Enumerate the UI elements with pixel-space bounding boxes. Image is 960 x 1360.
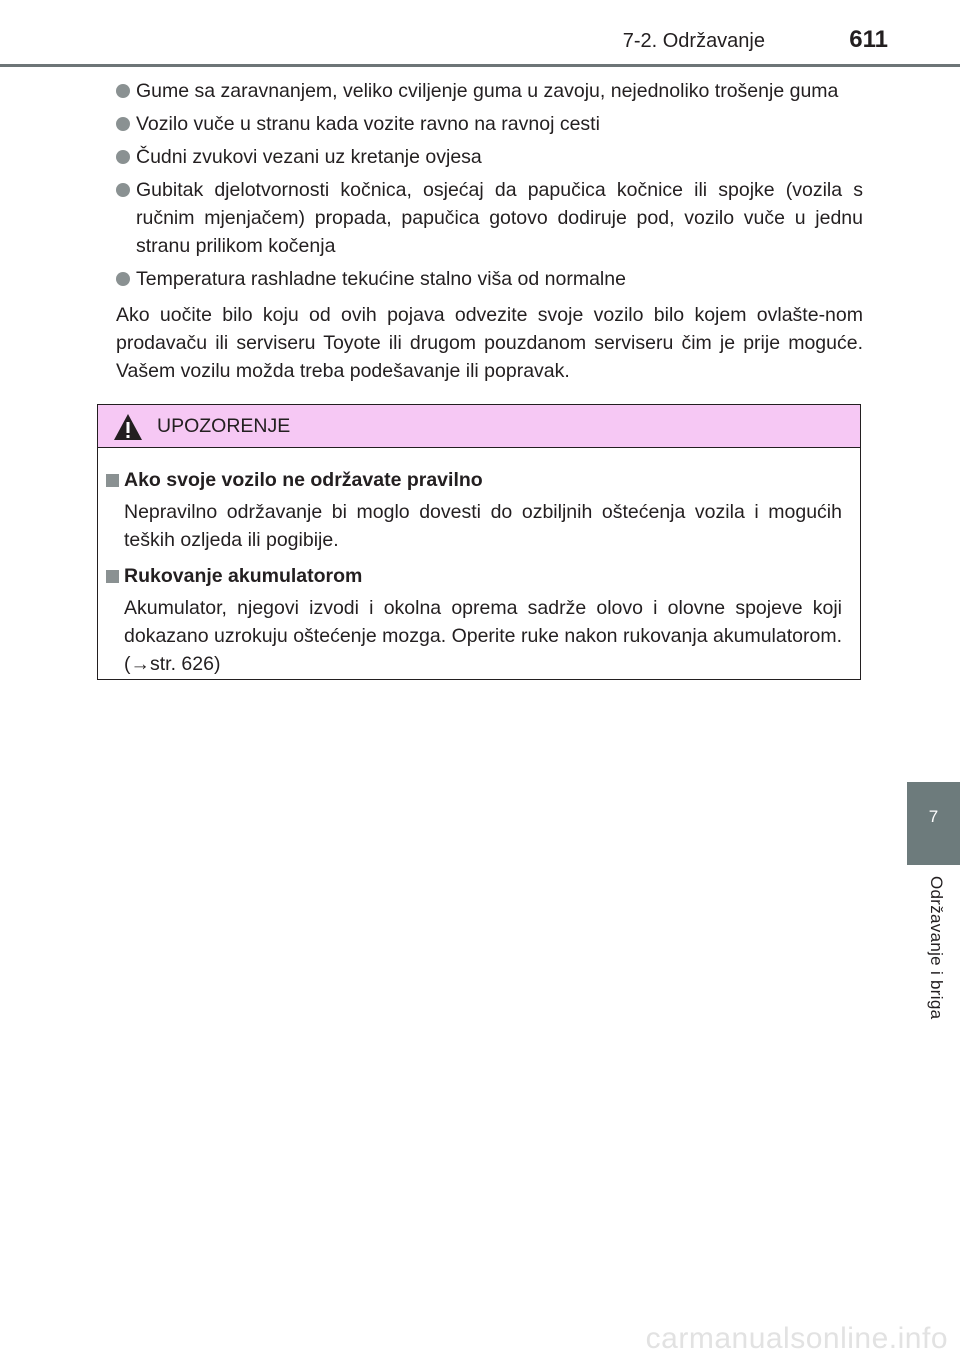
warning-section	[104, 562, 842, 678]
chapter-tab: 7	[907, 782, 960, 865]
list-item	[116, 176, 863, 260]
header-rule	[0, 64, 960, 67]
list-item-text: Temperatura rashladne tekućine stalno viša od normalne	[136, 268, 626, 290]
bullet-icon	[116, 84, 130, 98]
bullet-icon	[116, 150, 130, 164]
page-number: 611	[849, 26, 888, 53]
watermark: carmanualsonline.info	[645, 1322, 948, 1355]
list-item-text: Vozilo vuče u stranu kada vozite ravno na ravnoj cesti	[136, 113, 600, 135]
list-item	[116, 77, 863, 105]
warning-triangle-icon	[113, 413, 143, 441]
section-title: 7-2. Održavanje	[622, 30, 765, 52]
list-item	[116, 265, 863, 293]
bullet-icon	[116, 117, 130, 131]
list-item-text: Čudni zvukovi vezani uz kretanje ovjesa	[136, 146, 482, 168]
main-content	[116, 77, 863, 385]
warning-subheading	[104, 562, 842, 590]
list-item	[116, 143, 863, 171]
body-paragraph: Ako uočite bilo koju od ovih pojava odvezite svoje vozilo bilo kojem ovlašte-nom prodavaču ili serviseru Toyote ili drugom pouzdanom serviseru čim je prije moguće. Vašem vozilu možda treba podešavanje ili popravak.	[116, 304, 863, 382]
warning-subheading	[104, 466, 842, 494]
square-bullet-icon	[106, 474, 119, 487]
page-header	[0, 0, 960, 70]
warning-text: Akumulator, njegovi izvodi i okolna oprema sadrže olovo i olovne spojeve koji dokazano uzrokuju oštećenje mozga. Operite ruke nakon rukovanja akumulatorom. (→str. 626)	[124, 597, 842, 675]
chapter-title: Održavanje i briga	[927, 876, 946, 1020]
warning-text: Nepravilno održavanje bi moglo dovesti do ozbiljnih oštećenja vozila i mogućih teških ozljeda ili pogibije.	[124, 501, 842, 551]
warning-body	[98, 448, 860, 678]
warning-header	[98, 405, 860, 448]
warning-subheading-text: Ako svoje vozilo ne održavate pravilno	[124, 469, 483, 491]
bullet-icon	[116, 183, 130, 197]
bullet-icon	[116, 272, 130, 286]
list-item	[116, 110, 863, 138]
warning-box	[97, 404, 861, 680]
square-bullet-icon	[106, 570, 119, 583]
warning-section	[104, 466, 842, 554]
warning-subheading-text: Rukovanje akumulatorom	[124, 565, 363, 587]
warning-title: UPOZORENJE	[157, 415, 291, 437]
list-item-text: Gume sa zaravnanjem, veliko cviljenje guma u zavoju, nejednoliko trošenje guma	[136, 80, 839, 102]
list-item-text: Gubitak djelotvornosti kočnica, osjećaj da papučica kočnice ili spojke (vozila s ručnim mjenjačem) propada, papučica gotovo dodiruje pod, vozilo vuče u jednu stranu prilikom kočenja	[136, 179, 863, 257]
